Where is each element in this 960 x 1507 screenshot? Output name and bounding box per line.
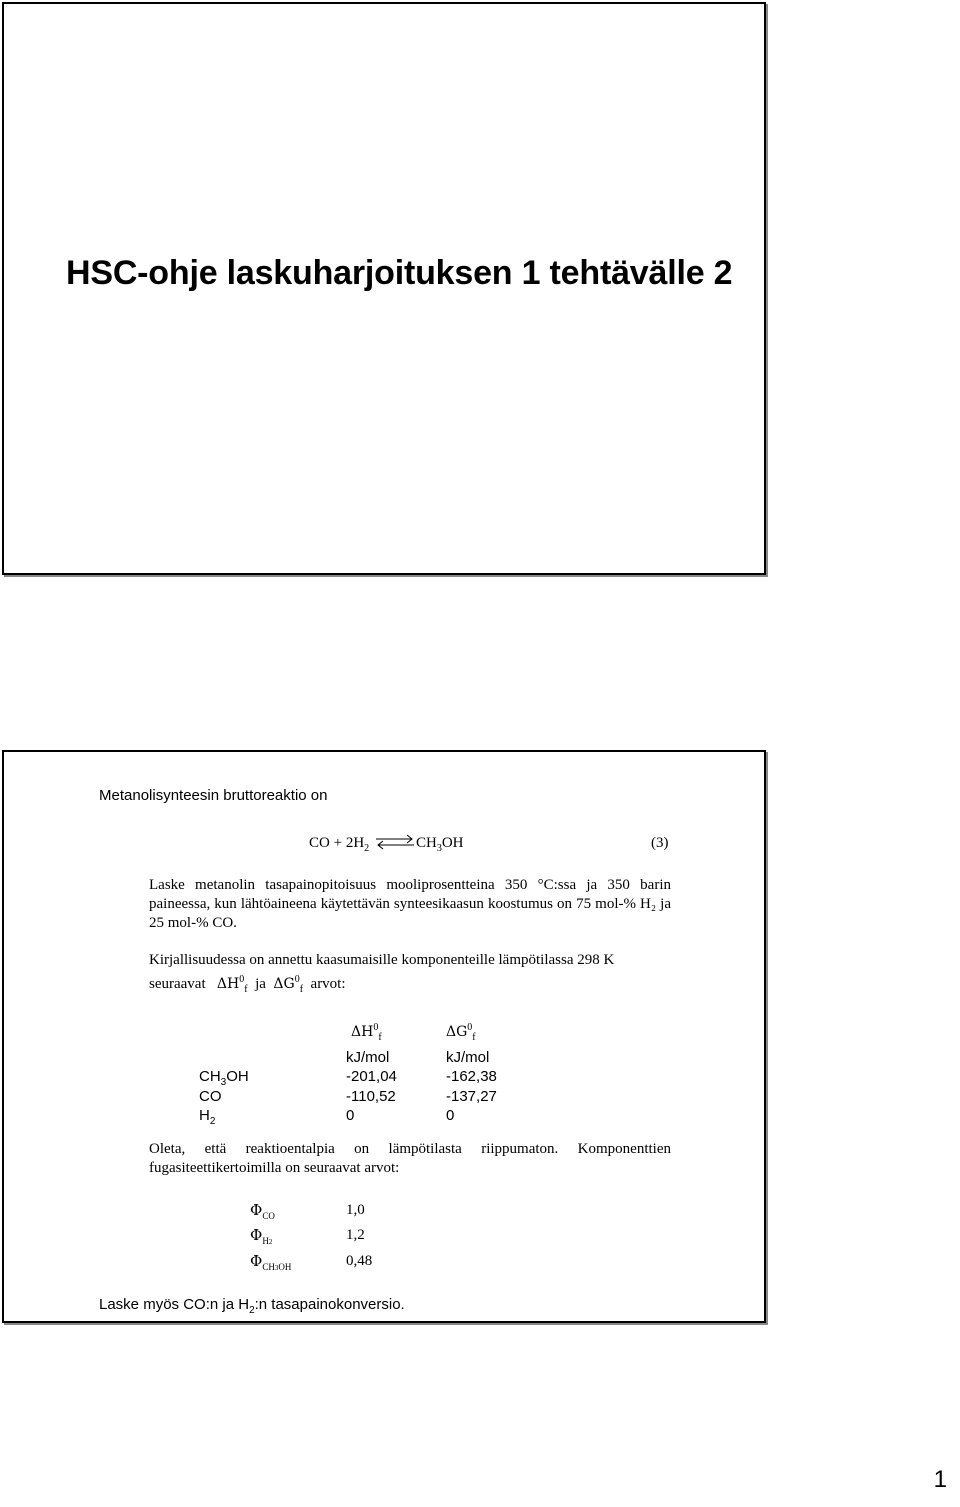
- intro-text: Metanolisynteesin bruttoreaktio on: [99, 787, 328, 804]
- fugacity-symbol: $\Phi_{CH3OH}$: [250, 1252, 292, 1272]
- reaction-equation: [309, 833, 369, 853]
- fugacity-symbol: $\Phi_{H2}$: [250, 1226, 273, 1246]
- final-task-text: Laske myös CO:n ja $H_2:n$ tasapainokonversio.: [99, 1296, 405, 1316]
- unit-dg: kJ/mol: [446, 1049, 490, 1066]
- fugacity-symbol: $\Phi_{CO}$: [250, 1201, 275, 1221]
- task-paragraph: Laske metanolin tasapainopitoisuus mooliprosentteina 350 °C:ssa ja 350 barin paineessa, kun lähtöaineena käytettävän synteesikaasun koostumus on 75 mol-% H₂ ja 25 mol-% CO.: [149, 877, 671, 931]
- literature-line: Kirjallisuudessa on annettu kaasumaisille komponenteille lämpötilassa 298 K: [149, 952, 615, 968]
- table-row-name: $H_2$: [199, 1107, 216, 1127]
- slide-2: [2, 750, 766, 1323]
- product-methanol: $CH_3OH$: [416, 835, 464, 854]
- table-row-name: CO: [199, 1088, 222, 1105]
- literature-line-2: seuraavat $\Delta H^0_f$ ja $\Delta G^0_f$ arvot:: [149, 974, 346, 995]
- fugacity-value: 1,0: [346, 1202, 365, 1218]
- assumption-paragraph: Oleta, että reaktioentalpia on lämpötilasta riippumaton. Komponenttien fugasiteettikertoimilla on seuraavat arvot:: [149, 1141, 671, 1176]
- reactant-h2: $2H_2$: [345, 835, 370, 854]
- reactant-co: CO: [309, 835, 330, 851]
- table-row-name: $CH_3OH$: [199, 1068, 249, 1088]
- fugacity-value: 0,48: [346, 1253, 373, 1269]
- table-cell-dh: 0: [346, 1107, 355, 1124]
- equilibrium-arrow-icon: [374, 832, 416, 852]
- table-cell-dg: 0: [446, 1107, 455, 1124]
- table-header-dg: $\Delta G^0_f$: [446, 1022, 476, 1043]
- table-cell-dh: -110,52: [346, 1088, 396, 1105]
- slide-1: [2, 2, 766, 575]
- equation-number: (3): [651, 835, 669, 851]
- fugacity-value: 1,2: [346, 1227, 365, 1243]
- plus-sign: +: [333, 835, 343, 851]
- table-cell-dg: -137,27: [446, 1088, 497, 1105]
- table-header-dh: $\Delta H^0_f$: [351, 1022, 382, 1043]
- table-cell-dg: -162,38: [446, 1068, 497, 1085]
- page-number: 1: [933, 1466, 947, 1493]
- unit-dh: kJ/mol: [346, 1049, 390, 1066]
- table-cell-dh: -201,04: [346, 1068, 397, 1085]
- slide-title: HSC-ohje laskuharjoituksen 1 tehtävälle 2: [66, 254, 733, 292]
